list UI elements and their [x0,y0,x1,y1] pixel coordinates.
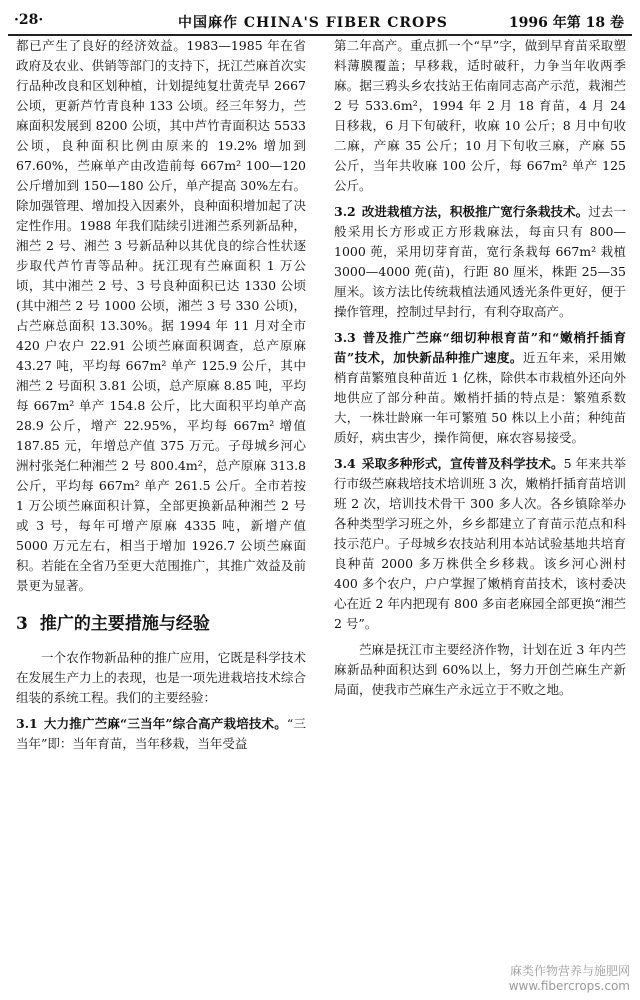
subsection-3-2 [334,202,626,322]
subsection-text: 5 年来共举行市级苎麻栽培技术培训班 3 次，嫩梢扦插育苗培训班 2 次，培训技术骨干 300 多人次。各乡镇除举办各种类型学习班之外，乡乡都建立了育苗示范点和科技示范户。子母城乡农技站利用本站试验基地共培育良种苗 2000 多万株供全乡移栽。该乡河心洲村 400 多个农户，户户掌握了嫩梢育苗技术，该村委决心在近 2 年内把现有 800 多亩老麻园全部更换“湘苎 2 号”。 [334,456,626,631]
subsection-heading: 采取多种形式，宣传普及科学技术。 [361,456,564,471]
watermark-url: www.fibercrops.com [508,979,630,993]
right-column [334,36,626,700]
subsection-3-4 [334,454,626,634]
subsection-heading: 大力推广苎麻“三当年”综合高产栽培技术。 [43,716,287,731]
subsection-number: 3.1 [16,716,38,731]
subsection-heading: 普及推广苎麻“细切种根育苗”和“嫩梢扦插育苗”技术，加快新品种推广速度。 [334,330,626,365]
subsection-number: 3.4 [334,456,356,471]
left-column [16,36,306,754]
section-number: 3 [16,614,28,634]
page-number: ·28· [14,12,44,28]
closing-paragraph: 苎麻是抚江市主要经济作物，计划在近 3 年内苎麻新品种面积达到 60%以上，努力开创苎麻生产新局面，使我市苎麻生产永远立于不败之地。 [334,642,626,697]
section-intro: 一个农作物新品种的推广应用，它既是科学技术在发展生产力上的表现，也是一项先进栽培技术综合组装的系统工程。我们的主要经验： [16,650,306,705]
watermark [509,964,630,994]
section-heading [16,612,306,636]
subsection-text: 近五年来，采用嫩梢育苗繁殖良种苗近 1 亿株，除供本市栽植外还向外地供应了部分种苗。嫩梢扦插的特点是：繁殖系数大，一株壮龄麻一年可繁殖 50 株以上小苗；种纯苗质好，病虫害少，操作简便，麻农容易接受。 [334,350,626,445]
issue-label: 1996 年第 18 卷 [508,15,624,31]
subsection-3-3 [334,328,626,448]
section-title: 推广的主要措施与经验 [39,614,210,634]
subsection-3-1 [16,714,306,754]
subsection-number: 3.2 [334,204,356,219]
subsection-number: 3.3 [334,330,356,345]
subsection-heading: 改进栽植方法，积极推广宽行条栽技术。 [361,204,589,219]
subsection-text: 过去一般采用长方形或正方形栽麻法，每亩只有 800—1000 蔸，采用切芽育苗，宽行条栽每 667m² 栽植 3000—4000 蔸(苗)，行距 80 厘米，株距 25—35 厘米。该方法比传统栽植法通风透光条件更好，便于操作管理，控制过早封行，有利夺取高产。 [334,204,626,319]
body-paragraph: 都已产生了良好的经济效益。1983—1985 年在省政府及农业、供销等部门的支持下，抚江苎麻首次实行品种改良和区划种植，计划提纯复壮黄壳早 2667 公顷，更新芦竹青良种 133 公顷。经三年努力，苎麻面积发展到 8200 公顷，其中芦竹青面积达 5533 公顷，良种面积比例由原来的 19.2% 增加到 67.60%，苎麻单产由改造前每 667m² 100—120 公斤增加到 150—180 公斤，单产提高 30%左右。除加强管理、增加投入因素外，良种面积增加起了决定性作用。1988 年我们陆续引进湘苎系列新品种，湘苎 2 号、湘苎 3 号新品种以其优良的综合性状逐步取代芦竹青等品种。抚江现有苎麻面积 1 万公顷，其中湘苎 2 号、3 号良种面积已达 1330 公顷(其中湘苎 2 号 1000 公顷，湘苎 3 号 330 公顷)，占苎麻总面积 13.30%。据 1994 年 11 月对全市 420 户农户 22.91 公顷苎麻面积调查，总产原麻 43.27 吨，平均每 667m² 单产 125.9 公斤，其中湘苎 2 号面积 3.81 公顷，总产原麻 8.85 吨，平均每 667m² 单产 154.8 公斤，比大面积平均单产高 28.9 公斤，增产 22.95%，平均每 667m² 增值 187.85 元，年增总产值 375 万元。子母城乡河心洲村张尧仁种湘苎 2 号 800.4m²，总产原麻 313.8 公斤，平均每 667m² 单产 261.5 公斤。全市若按 1 万公顷苎麻面积计算，全部更换新品种湘苎 2 号或 3 号，每年可增产原麻 4335 吨，新增产值 5000 万元左右，相当于增加 1926.7 公顷苎麻面积。若能在全省乃至更大范围推广，其推广效益及前景更为显著。 [16,38,306,593]
page-header [8,8,632,36]
watermark-title: 麻类作物营养与施肥网 [509,964,630,978]
subsection-text: “三当年”即：当年育苗，当年移栽，当年受益 [16,716,306,751]
journal-title: 中国麻作 CHINA'S FIBER CROPS [178,15,448,31]
continuation-paragraph: 第二年高产。重点抓一个“早”字，做到早育苗采取塑料薄膜覆盖；早移栽，适时破秆，力争当年收两季麻。据三鸦头乡农技站王佑南同志高产示范，栽湘苎 2 号 533.6m²，1994 年 2 月 18 育苗，4 月 24 日移栽，6 月下旬破秆，收麻 10 公斤；8 月中旬收二麻，产麻 35 公斤；10 月下旬收三麻，产麻 55 公斤，当年共收麻 100 公斤，每 667m² 单产 125 公斤。 [334,38,626,193]
